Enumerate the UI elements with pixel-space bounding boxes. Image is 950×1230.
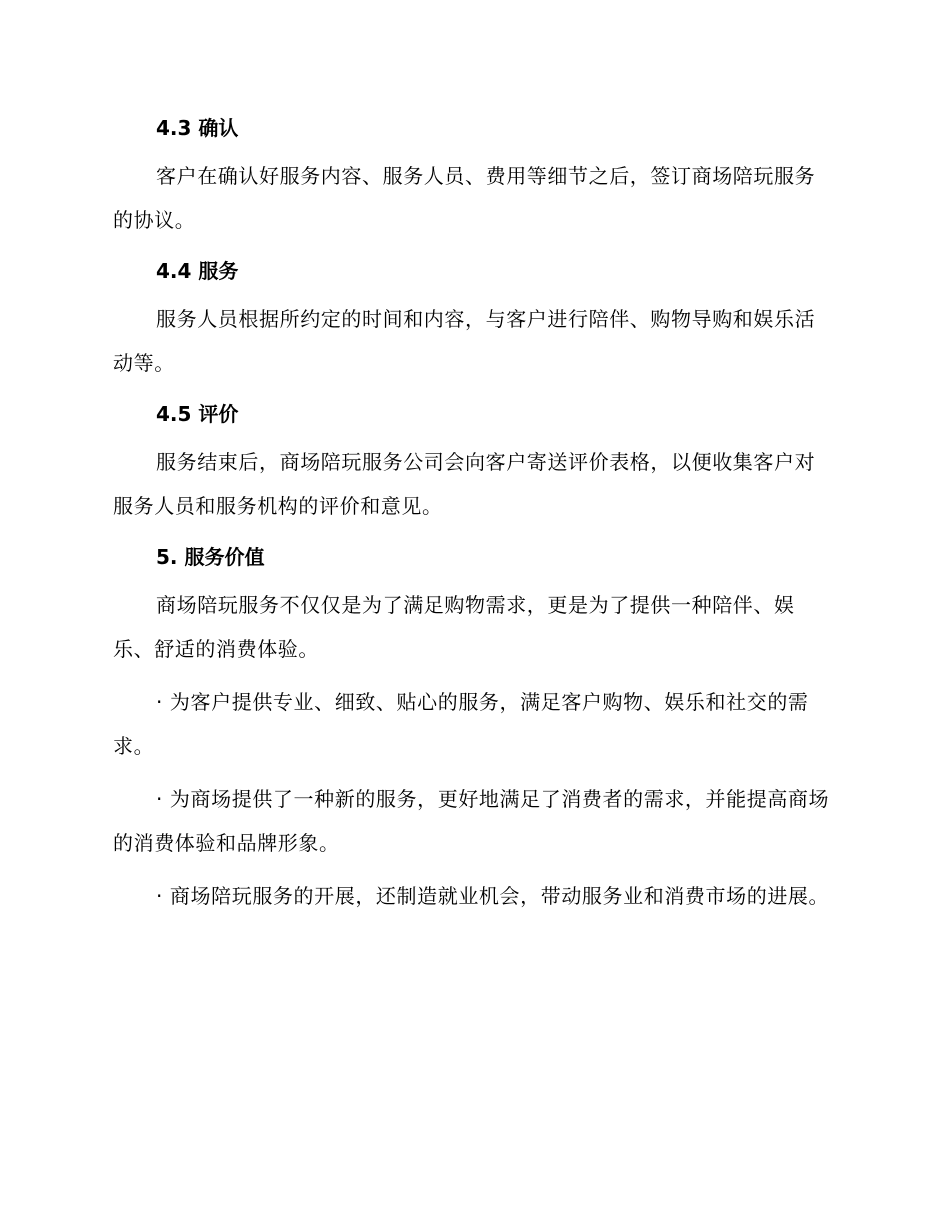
bullet-item-customers: · 为客户提供专业、细致、贴心的服务，满足客户购物、娱乐和社交的需求。 — [113, 690, 809, 758]
section-paragraph-5: 商场陪玩服务不仅仅是为了满足购物需求，更是为了提供一种陪伴、娱乐、舒适的消费体验。 — [113, 593, 795, 661]
section-paragraph-4-3: 客户在确认好服务内容、服务人员、费用等细节之后，签订商场陪玩服务的协议。 — [113, 164, 816, 232]
section-paragraph-4-5: 服务结束后，商场陪玩服务公司会向客户寄送评价表格，以便收集客户对服务人员和服务机构的评价和意见。 — [113, 450, 816, 518]
section-paragraph-4-4: 服务人员根据所约定的时间和内容，与客户进行陪伴、购物导购和娱乐活动等。 — [113, 307, 816, 375]
section-heading-4-4: 4.4 服务 — [156, 259, 239, 283]
section-heading-4-3: 4.3 确认 — [156, 116, 239, 140]
document-content — [113, 108, 831, 918]
section-heading-5: 5. 服务价值 — [156, 545, 265, 569]
bullet-item-employment: · 商场陪玩服务的开展，还制造就业机会，带动服务业和消费市场的进展。 — [156, 884, 830, 908]
bullet-item-mall: · 为商场提供了一种新的服务，更好地满足了消费者的需求，并能提高商场的消费体验和品牌形象。 — [113, 787, 830, 855]
section-heading-4-5: 4.5 评价 — [156, 402, 239, 426]
